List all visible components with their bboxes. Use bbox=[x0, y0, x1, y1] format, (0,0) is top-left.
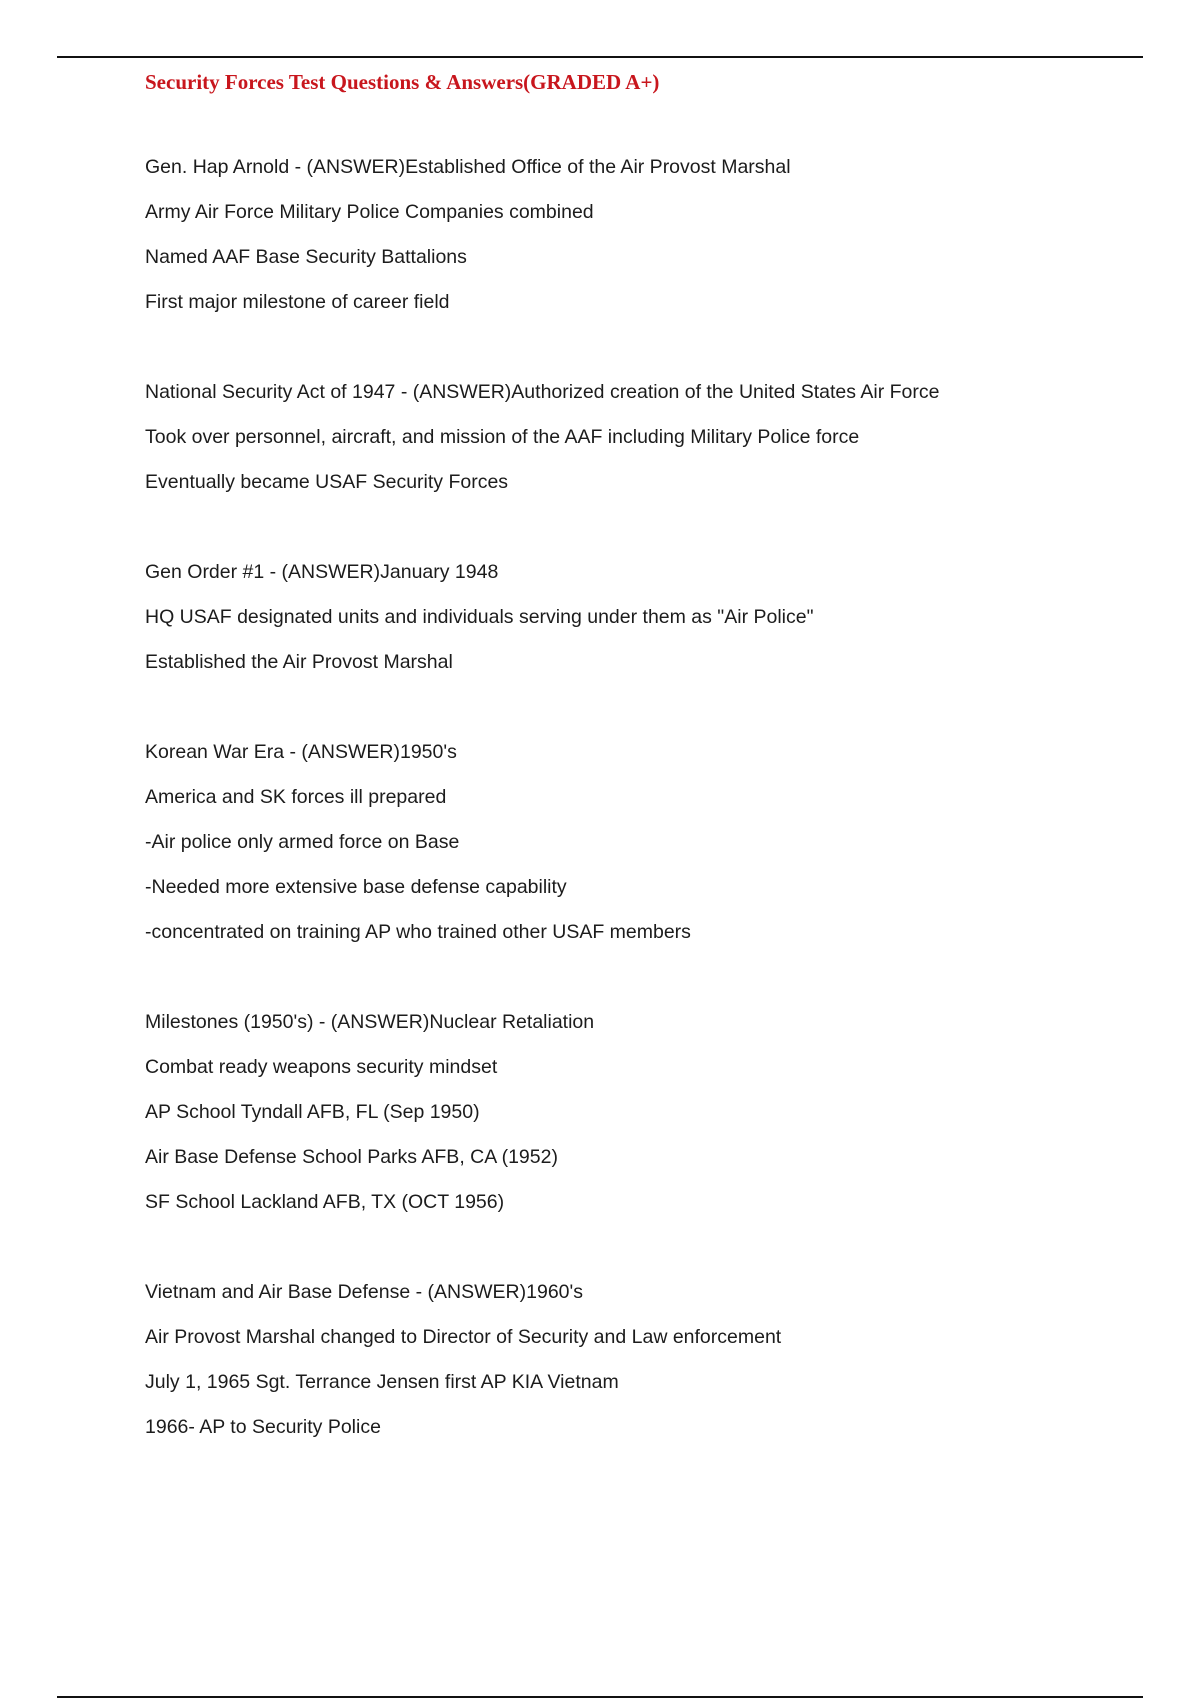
qa-answer-line: Eventually became USAF Security Forces bbox=[145, 471, 509, 493]
qa-question-line: National Security Act of 1947 - (ANSWER)Authorized creation of the United States Air Force bbox=[145, 381, 940, 403]
qa-answer-line: Combat ready weapons security mindset bbox=[145, 1056, 498, 1078]
qa-answer-line: Air Provost Marshal changed to Director of Security and Law enforcement bbox=[145, 1326, 782, 1348]
qa-section-gen-order-1 bbox=[145, 550, 1145, 685]
qa-answer-line: Named AAF Base Security Battalions bbox=[145, 246, 467, 268]
document-title: Security Forces Test Questions & Answers(GRADED A+) bbox=[145, 70, 660, 94]
bottom-rule bbox=[57, 1696, 1143, 1698]
qa-answer-line: First major milestone of career field bbox=[145, 291, 450, 313]
qa-answer-line: -concentrated on training AP who trained other USAF members bbox=[145, 921, 691, 943]
qa-section-milestones-1950s bbox=[145, 1000, 1145, 1225]
qa-question-line: Gen. Hap Arnold - (ANSWER)Established Office of the Air Provost Marshal bbox=[145, 156, 791, 178]
qa-answer-line: July 1, 1965 Sgt. Terrance Jensen first AP KIA Vietnam bbox=[145, 1371, 619, 1393]
qa-section-korean-war-era bbox=[145, 730, 1145, 955]
qa-section-hap-arnold bbox=[145, 145, 1145, 325]
qa-question-line: Korean War Era - (ANSWER)1950's bbox=[145, 741, 457, 763]
qa-answer-line: 1966- AP to Security Police bbox=[145, 1416, 381, 1438]
top-rule bbox=[57, 56, 1143, 58]
qa-answer-line: HQ USAF designated units and individuals serving under them as "Air Police" bbox=[145, 606, 814, 628]
qa-answer-line: -Air police only armed force on Base bbox=[145, 831, 460, 853]
qa-answer-line: America and SK forces ill prepared bbox=[145, 786, 447, 808]
qa-question-line: Gen Order #1 - (ANSWER)January 1948 bbox=[145, 561, 499, 583]
qa-section-vietnam bbox=[145, 1270, 1145, 1450]
qa-section-national-security-act bbox=[145, 370, 1145, 505]
qa-question-line: Milestones (1950's) - (ANSWER)Nuclear Retaliation bbox=[145, 1011, 595, 1033]
qa-question-line: Vietnam and Air Base Defense - (ANSWER)1960's bbox=[145, 1281, 583, 1303]
qa-answer-line: Took over personnel, aircraft, and mission of the AAF including Military Police force bbox=[145, 426, 860, 448]
qa-answer-line: SF School Lackland AFB, TX (OCT 1956) bbox=[145, 1191, 505, 1213]
document-body bbox=[145, 145, 1145, 1495]
qa-answer-line: AP School Tyndall AFB, FL (Sep 1950) bbox=[145, 1101, 480, 1123]
qa-answer-line: -Needed more extensive base defense capability bbox=[145, 876, 567, 898]
qa-answer-line: Air Base Defense School Parks AFB, CA (1952) bbox=[145, 1146, 558, 1168]
qa-answer-line: Established the Air Provost Marshal bbox=[145, 651, 453, 673]
qa-answer-line: Army Air Force Military Police Companies combined bbox=[145, 201, 594, 223]
